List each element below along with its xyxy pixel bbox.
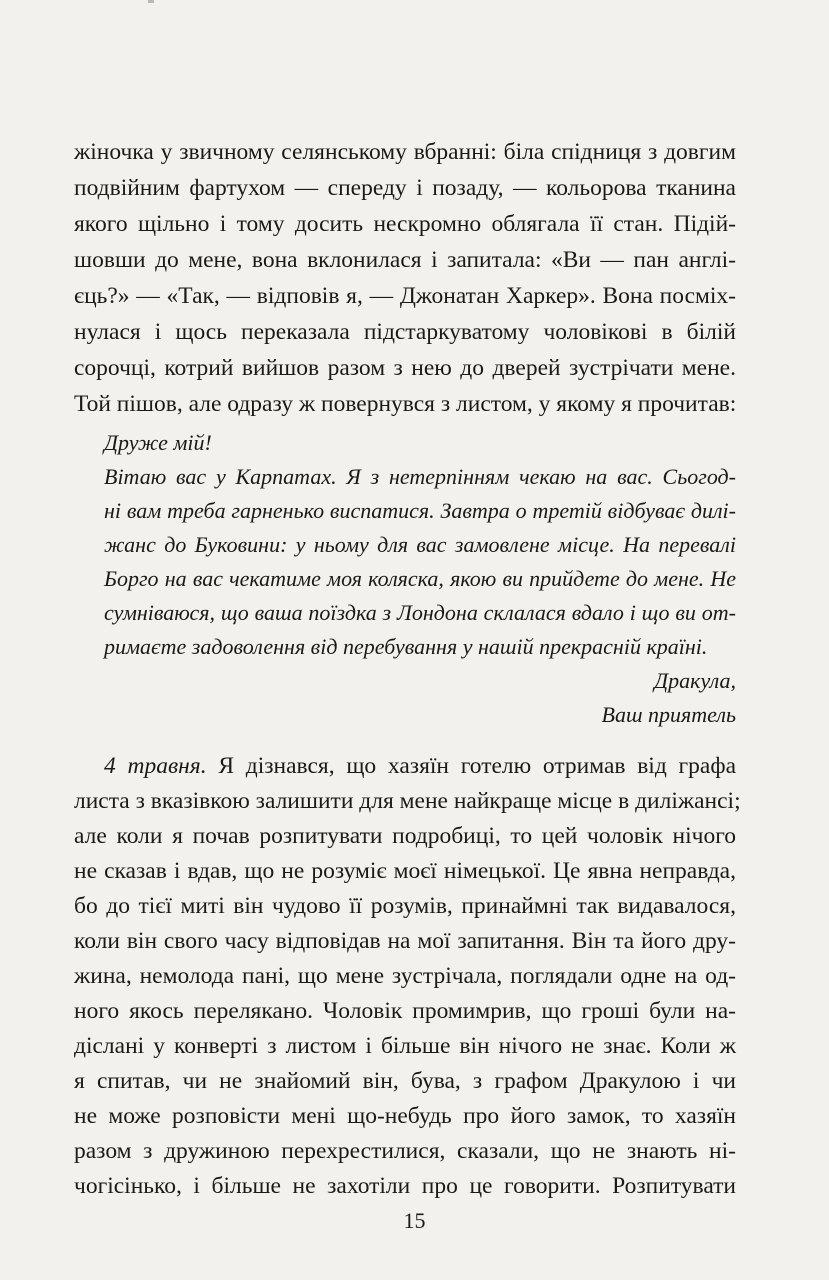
- text-line: не може розповісти мені що-небудь про його замок, то хазяїн: [74, 1103, 736, 1129]
- text-line: листа з вказівкою залишити для мене найкраще місце в диліжансі;: [74, 788, 741, 814]
- text-line: нулася і щось переказала підстаркуватому чоловікові в білій: [74, 319, 736, 345]
- text-line: сорочці, котрий вийшов разом з нею до дверей зустрічати мене.: [74, 355, 736, 381]
- letter-line: Вітаю вас у Карпатах. Я з нетерпінням чекаю на вас. Сьогод-: [104, 464, 736, 489]
- text-line: чогісінько, і більше не захотіли про це говорити. Розпитувати: [74, 1173, 736, 1199]
- text-line: разом з дружиною перехрестилися, сказали, що не знають ні-: [74, 1138, 736, 1164]
- letter-line: ні вам треба гарненько виспатися. Завтра о третій відбуває дилі-: [104, 498, 736, 523]
- letter-line: жанс до Буковини: у ньому для вас замовлене місце. На перевалі: [104, 532, 736, 557]
- text-line: [104, 748, 736, 784]
- text-line: не сказав і вдав, що не розуміє моєї німецької. Це явна неправда,: [74, 858, 736, 884]
- text-line: бо до тієї миті він чудово її розумів, принаймні так видавалося,: [74, 893, 736, 919]
- text-line: шовши до мене, вона вклонилася і запитала: «Ви — пан англі-: [74, 247, 736, 273]
- page-number: 15: [403, 1208, 426, 1233]
- letter-line: римаєте задоволення від перебування у нашій прекрасній країні.: [104, 634, 708, 659]
- text-line: діслані у конверті з листом і більше він нічого не знає. Коли ж: [74, 1033, 736, 1059]
- text-fragment: Я дізнався, що хазяїн готелю отримав від графа: [206, 753, 737, 779]
- scan-artifact: [148, 0, 154, 3]
- text-line: жіночка у звичному селянському вбранні: біла спідниця з довгим: [74, 139, 736, 165]
- text-line: коли він свого часу відповідав на мої запитання. Він та його дру-: [74, 928, 736, 954]
- text-line: я спитав, чи не знайомий він, бува, з графом Дракулою і чи: [74, 1068, 736, 1094]
- text-line: якого щільно і тому досить нескромно облягала її стан. Підій-: [74, 211, 736, 237]
- letter-closing: Ваш приятель: [601, 702, 736, 727]
- letter-line: сумніваюся, що ваша поїздка з Лондона склалася вдало і що ви от-: [104, 600, 736, 625]
- entry-date: 4 травня.: [104, 753, 207, 779]
- letter-salutation: Друже мій!: [104, 430, 212, 455]
- text-line: ного якось перелякано. Чоловік промимрив, що гроші були на-: [74, 998, 736, 1024]
- text-line: жина, немолода пані, що мене зустрічала, поглядали одне на од-: [74, 963, 736, 989]
- text-line: подвійним фартухом — спереду і позаду, — кольорова тканина: [74, 175, 736, 201]
- letter-signature: Дракула,: [654, 668, 736, 693]
- text-line: але коли я почав розпитувати подробиці, то цей чоловік нічого: [74, 823, 736, 849]
- text-line: єць?» — «Так, — відповів я, — Джонатан Харкер». Вона посміх-: [74, 283, 736, 309]
- text-line: Той пішов, але одразу ж повернувся з листом, у якому я прочитав:: [74, 391, 737, 417]
- letter-line: Борго на вас чекатиме моя коляска, якою ви прийдете до мене. Не: [104, 566, 736, 591]
